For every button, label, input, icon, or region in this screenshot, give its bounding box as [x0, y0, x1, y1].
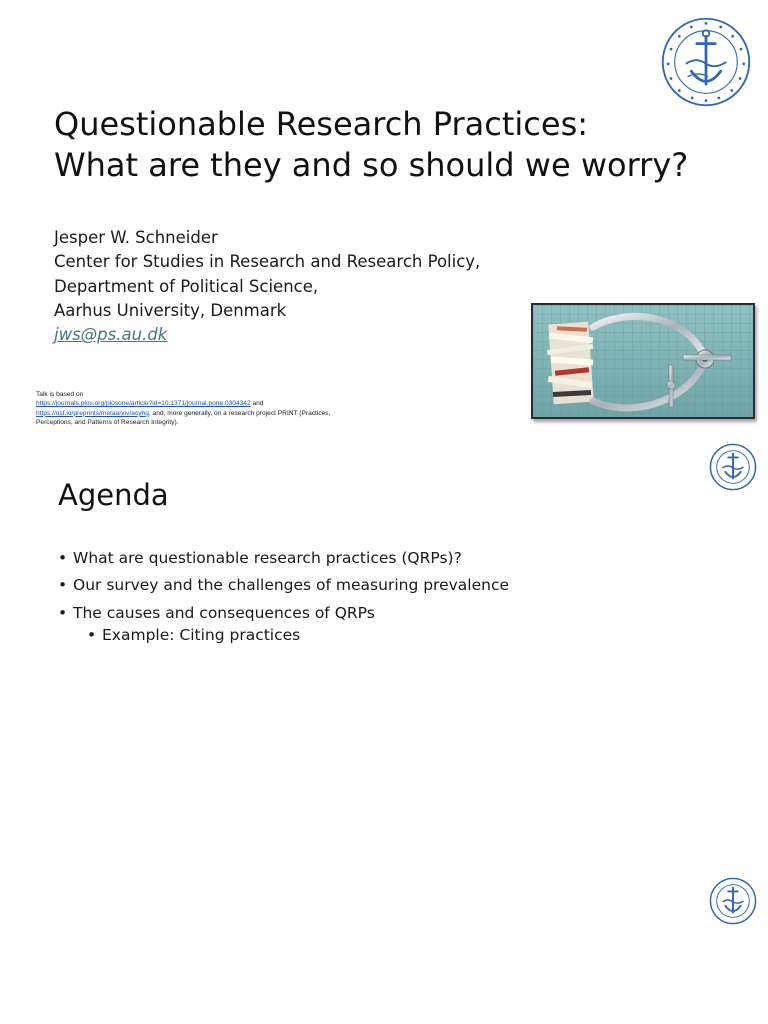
email-link[interactable]: jws@ps.au.dk: [54, 325, 168, 345]
footnote: [36, 390, 336, 428]
agenda-item: • Our survey and the challenges of measuring prevalence: [58, 574, 509, 601]
footnote-and: and: [250, 400, 264, 408]
footnote-link-osf[interactable]: https://osf.io/preprints/metaarxiv/acyhg: [36, 409, 149, 417]
agenda-list: [58, 547, 509, 646]
agenda-item: • What are questionable research practices (QRPs)?: [58, 547, 509, 574]
affiliation-center: Center for Studies in Research and Research Policy,: [54, 252, 481, 272]
footnote-link-plosone[interactable]: https://journals.plos.org/plosone/article?id=10.1371/journal.pone.0304342: [36, 400, 251, 408]
agenda-title: Agenda: [58, 478, 169, 512]
aarhus-university-seal-bottom-icon: [709, 877, 757, 925]
author-name: Jesper W. Schneider: [54, 228, 218, 247]
title-line-2: What are they and so should we worry?: [54, 146, 689, 184]
caliper-papers-image: [531, 303, 755, 419]
author-block: [54, 226, 480, 347]
agenda-subitem: • Example: Citing practices: [87, 624, 509, 646]
affiliation-university: Aarhus University, Denmark: [54, 300, 287, 320]
aarhus-university-seal-small-icon: [709, 443, 757, 491]
agenda-item: • The causes and consequences of QRPs: [58, 602, 509, 629]
footnote-rest: , and, more generally, on a research project PRINT (Practices, Perceptions, and Patterns of Research Integrity).: [36, 409, 331, 427]
slide1-title: [54, 104, 694, 186]
footnote-intro: Talk is based on: [36, 391, 84, 398]
aarhus-university-seal-icon: [660, 16, 752, 108]
affiliation-department: Department of Political Science,: [54, 276, 319, 296]
title-line-1: Questionable Research Practices:: [54, 105, 589, 143]
